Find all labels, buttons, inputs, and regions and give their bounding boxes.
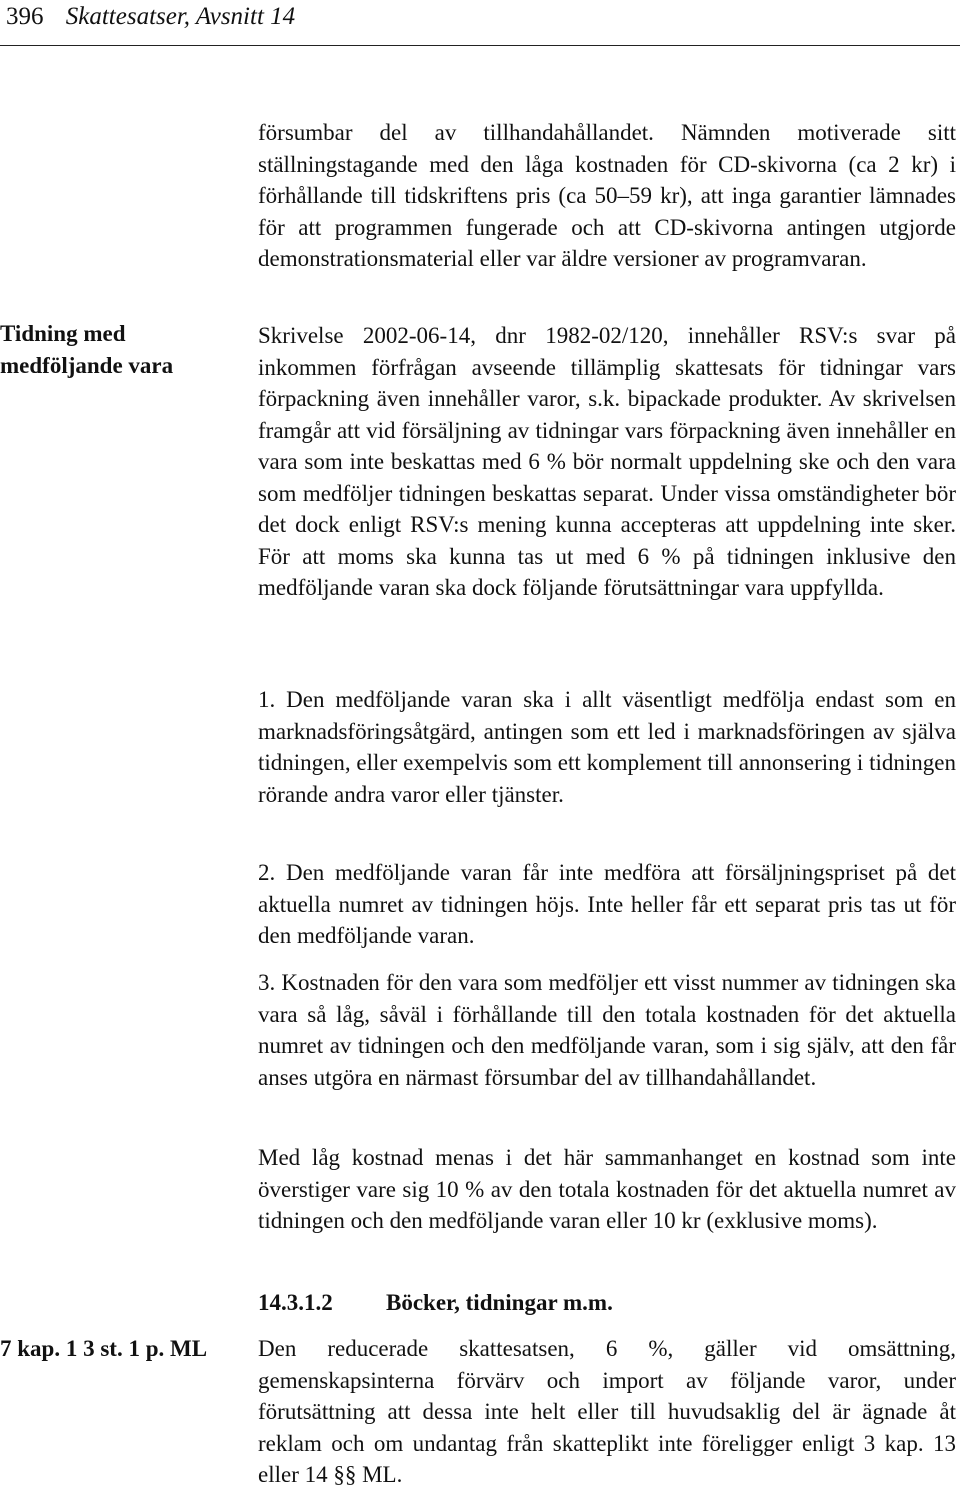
header-rule — [0, 45, 960, 46]
margin-note-tidning: Tidning med medföljande vara — [0, 321, 174, 378]
section-heading — [258, 1287, 613, 1319]
paragraph-condition-1: 1. Den medföljande varan ska i allt väsentligt medfölja endast som en marknadsföringsåtgärd, antingen som ett led i marknadsföringen av själva tidningen, eller exempelvis som ett komplement till annonsering i tidningen rörande andra varor eller tjänster. — [258, 687, 956, 807]
section-heading-title: Böcker, tidningar m.m. — [386, 1290, 613, 1315]
paragraph-2: Skrivelse 2002-06-14, dnr 1982-02/120, innehåller RSV:s svar på inkommen förfrågan avseende tillämplig skattesats för tidningar vars förpackning även innehåller varor, s.k. bipackade produkter. Av skrivelsen framgår att vid försäljning av tidningar vars förpackning även innehåller en vara som inte beskattas med 6 % bör normalt uppdelning ske och den vara som medföljer tidningen beskattas separat. Under vissa omständigheter bör det dock enligt RSV:s mening kunna accepteras att uppdelning inte sker. För att moms ska kunna tas ut med 6 % på tidningen inklusive den medföljande varan ska dock följande förutsättningar vara uppfyllda. — [258, 323, 956, 600]
section-number: 14.3.1.2 — [258, 1290, 333, 1315]
page-header — [6, 2, 295, 32]
margin-note-ml-reference: 7 kap. 1 3 st. 1 p. ML — [0, 1336, 208, 1361]
paragraph-condition-3: 3. Kostnaden för den vara som medföljer ett visst nummer av tidningen ska vara så låg, såväl i förhållande till den totala kostnaden för det aktuella numret av tidningen och den medföljande varan, som i sig själv, att den får anses utgöra en närmast försumbar del av tillhandahållandet. — [258, 970, 956, 1090]
section-title: Skattesatser, Avsnitt 14 — [65, 3, 296, 30]
paragraph-reduced-rate: Den reducerade skattesatsen, 6 %, gäller vid omsättning, gemenskapsinterna förvärv och import av följande varor, under förutsättning att dessa inte helt eller till huvudsaklig del är ägnade åt reklam och om undantag från skatteplikt inte föreligger enligt 3 kap. 13 eller 14 §§ ML. — [258, 1336, 956, 1487]
paragraph-condition-2: 2. Den medföljande varan får inte medföra att försäljningspriset på det aktuella numret av tidningen höjs. Inte heller får ett separat pris tas ut för den medföljande varan. — [258, 860, 956, 948]
paragraph-1: försumbar del av tillhandahållandet. Nämnden motiverade sitt ställningstagande med den låga kostnaden för CD-skivorna (ca 2 kr) i förhållande till tidskriftens pris (ca 50–59 kr), att inga garantier lämnades för att programmen fungerade och att CD-skivorna antingen utgjorde demonstrationsmaterial eller var äldre versioner av programvaran. — [258, 120, 956, 271]
paragraph-low-cost: Med låg kostnad menas i det här sammanhanget en kostnad som inte överstiger vare sig 10 % av den totala kostnaden för det aktuella numret av tidningen och den medföljande varan eller 10 kr (exklusive moms). — [258, 1145, 956, 1233]
page-number: 396 — [6, 3, 44, 30]
